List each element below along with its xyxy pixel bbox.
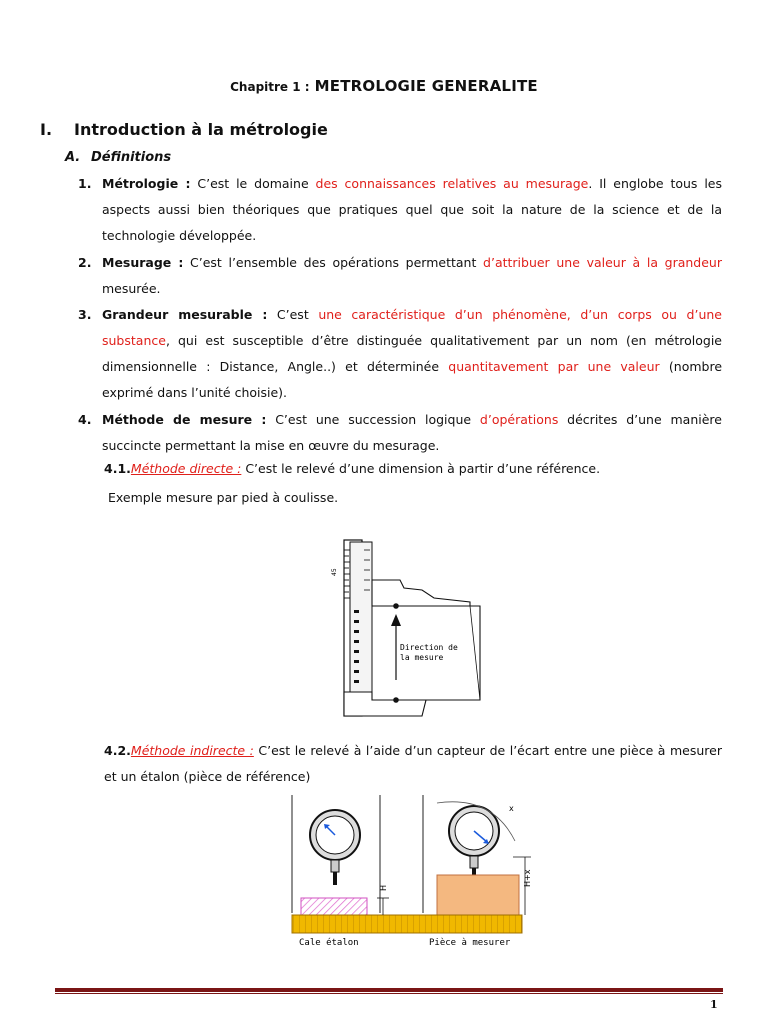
- item-number: 4.: [78, 412, 92, 427]
- item-highlight: quantitavement par une valeur: [448, 359, 660, 374]
- dim-h-label: H: [379, 884, 388, 891]
- subitem-text: C’est le relevé d’une dimension à partir d’une référence.: [241, 461, 601, 476]
- item-text: , qui est susceptible d’être distinguée qualitativement par un nom (en métrologie dimensionnelle : Distance, Angle..) et déterminée: [102, 333, 722, 374]
- subsection-number: A.: [65, 150, 81, 165]
- definition-item-4: [78, 407, 722, 459]
- item-term: Méthode de mesure :: [102, 412, 267, 427]
- subitem-4-2: [104, 738, 722, 790]
- item-text: décrites d’une manière succincte permettant la mise en œuvre du mesurage.: [102, 412, 722, 453]
- comparator-figure: [287, 795, 533, 955]
- item-number: 3.: [78, 307, 92, 322]
- item-term: Grandeur mesurable :: [102, 307, 268, 322]
- section-title: Introduction à la métrologie: [74, 120, 328, 139]
- section-heading-1: [40, 120, 328, 139]
- item-highlight: d’opérations: [479, 412, 559, 427]
- section-number: I.: [40, 120, 53, 139]
- item-text: C’est le domaine: [190, 176, 316, 191]
- scale-mark-label: 45: [331, 568, 338, 576]
- subsection-title: Définitions: [91, 150, 172, 165]
- subitem-name: Méthode directe :: [130, 461, 242, 476]
- dim-x-label: x: [509, 804, 514, 813]
- workpiece-label: Pièce à mesurer: [429, 938, 511, 948]
- item-body: [102, 250, 722, 302]
- subitem-4-1-example: Exemple mesure par pied à coulisse.: [108, 490, 339, 505]
- subitem-name: Méthode indirecte :: [130, 743, 254, 758]
- item-term: Métrologie :: [102, 176, 191, 191]
- page-number: 1: [710, 998, 718, 1011]
- subsection-heading-a: [65, 150, 171, 165]
- direction-label-line1: Direction de: [400, 643, 458, 652]
- item-body: [102, 302, 722, 406]
- footer-rule: [55, 988, 723, 992]
- item-highlight: d’attribuer une valeur à la grandeur: [483, 255, 722, 270]
- item-term: Mesurage :: [102, 255, 184, 270]
- direction-label-line2: la mesure: [400, 653, 444, 662]
- subitem-text: C’est le relevé à l’aide d’un capteur de l’écart entre une pièce à mesurer et un étalon (pièce de référence): [104, 743, 722, 784]
- page-title: [0, 76, 768, 95]
- chapter-title: METROLOGIE GENERALITE: [314, 77, 538, 95]
- definition-item-3: [78, 302, 722, 406]
- subitem-label: 4.1.: [104, 461, 131, 476]
- item-highlight: une caractéristique d’un phénomène, d’un corps ou d’une substance: [102, 307, 722, 348]
- subitem-4-1: [104, 461, 600, 476]
- item-text: (nombre exprimé dans l’unité choisie).: [102, 359, 723, 400]
- item-text: C’est: [267, 307, 319, 322]
- dim-hx-label: H+x: [523, 869, 532, 887]
- gauge-block-label: Cale étalon: [299, 938, 359, 948]
- chapter-label: Chapitre 1 :: [230, 80, 310, 94]
- item-body: [102, 171, 722, 249]
- subitem-label: 4.2.: [104, 743, 131, 758]
- item-number: 2.: [78, 255, 92, 270]
- item-text: mesurée.: [102, 281, 161, 296]
- footer-rule-thin: [55, 993, 723, 994]
- item-text: . Il englobe tous les aspects aussi bien théoriques que pratiques quel que soit la nature de la science et de la technologie développée.: [102, 176, 723, 243]
- item-highlight: des connaissances relatives au mesurage: [315, 176, 589, 191]
- item-number: 1.: [78, 176, 92, 191]
- item-text: C’est une succession logique: [266, 412, 480, 427]
- definition-item-1: [78, 171, 722, 249]
- definition-item-2: [78, 250, 722, 302]
- item-body: [102, 407, 722, 459]
- item-text: C’est l’ensemble des opérations permettant: [183, 255, 484, 270]
- caliper-figure: [330, 530, 482, 722]
